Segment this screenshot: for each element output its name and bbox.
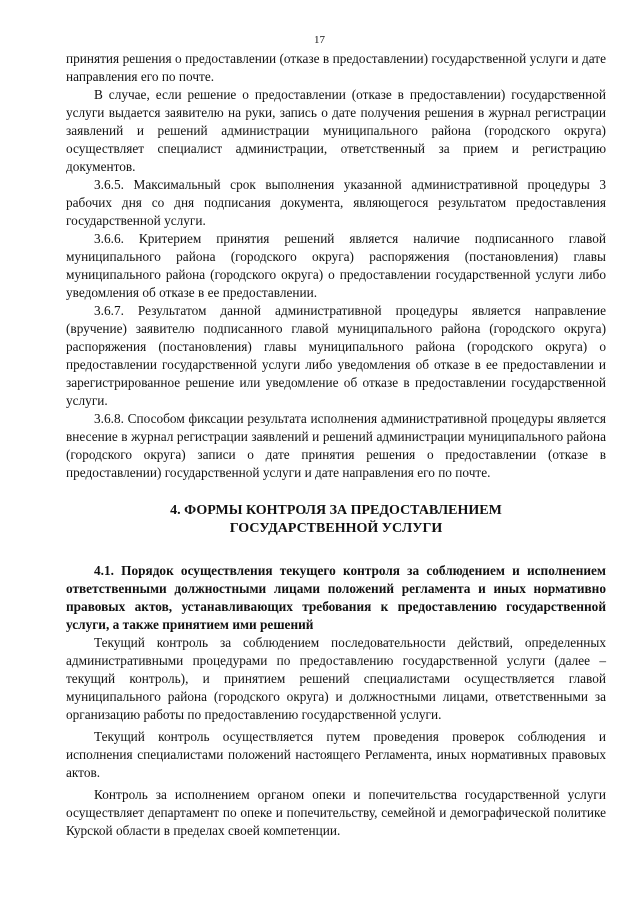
page-number: 17 (314, 34, 325, 46)
paragraph-current-control: Текущий контроль за соблюдением последовательности действий, определенных административными процедурами по предоставлению государственной услуги (далее – текущий контроль), и принятием решений специалистами осуществляется главой муниципального района (городского округа) и должностными лицами, ответственными за организацию работы по предоставлению государственной услуги. (66, 635, 606, 722)
section-heading: 4. ФОРМЫ КОНТРОЛЯ ЗА ПРЕДОСТАВЛЕНИЕМ ГОСУДАРСТВЕННОЙ УСЛУГИ (170, 503, 502, 536)
paragraph-inspections: Текущий контроль осуществляется путем проведения проверок соблюдения и исполнения специалистами положений настоящего Регламента, иных нормативных правовых актов. (66, 729, 606, 780)
paragraph-3-6-7: 3.6.7. Результатом данной административной процедуры является направление (вручение) заявителю подписанного главой муниципального района (городского округа) распоряжения (постановления) главы муниципального района (городского округа) о предоставлении государственной услуги либо уведомления об отказе в ее предоставлении и зарегистрированное решение или уведомление об отказе в предоставлении государственной услуги. (66, 303, 606, 408)
paragraph-3-6-8: 3.6.8. Способом фиксации результата исполнения административной процедуры является внесение в журнал регистрации заявлений и решений администрации муниципального района (городского округа) записи о дате принятия решения о предоставлении (отказе в предоставлении) государственной услуги и дате направления его по почте. (66, 411, 606, 480)
subsection-heading-4-1: 4.1. Порядок осуществления текущего контроля за соблюдением и исполнением ответственными должностными лицами положений регламента и иных нормативно правовых актов, устанавливающих требования к предоставлению государственной услуги, а также принятием ими решений (66, 563, 606, 632)
paragraph-3-6-5: 3.6.5. Максимальный срок выполнения указанной административной процедуры 3 рабочих дня со дня подписания документа, являющегося результатом предоставления государственной услуги. (66, 177, 606, 228)
paragraph-decision-handover: В случае, если решение о предоставлении (отказе в предоставлении) государственной услуги выдается заявителю на руки, запись о дате получения решения в журнал регистрации заявлений и решений администрации муниципального района (городского округа) осуществляет специалист администрации, ответственный за прием и регистрацию документов. (66, 87, 606, 174)
document-body (66, 50, 606, 840)
paragraph-department-control: Контроль за исполнением органом опеки и попечительства государственной услуги осуществляет департамент по опеке и попечительству, семейной и демографической политике Курской области в пределах своей компетенции. (66, 787, 606, 838)
paragraph-continuation: принятия решения о предоставлении (отказе в предоставлении) государственной услуги и дате направления его по почте. (66, 51, 606, 84)
paragraph-3-6-6: 3.6.6. Критерием принятия решений является наличие подписанного главой муниципального района (городского округа) распоряжения (постановления) главы муниципального района (городского округа) о предоставлении государственной услуги либо уведомления об отказе в ее предоставлении. (66, 231, 606, 300)
